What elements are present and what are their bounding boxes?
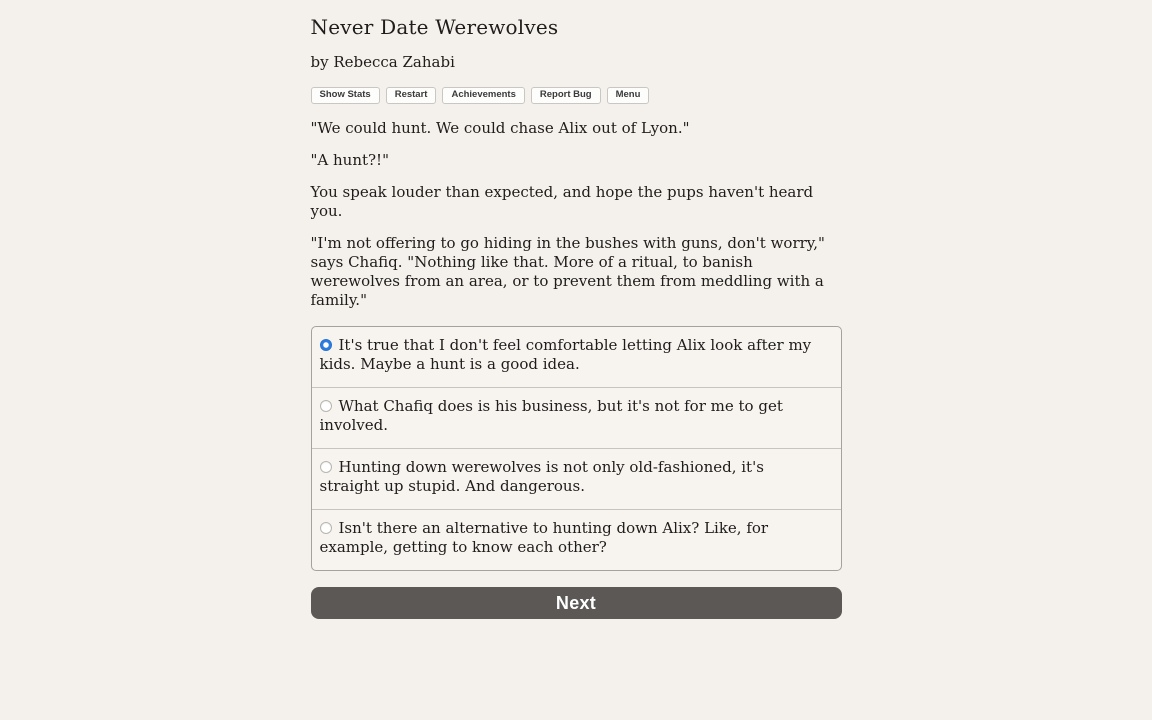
- page-title: Never Date Werewolves: [310, 15, 559, 39]
- choice-option[interactable]: [312, 509, 841, 570]
- choice-label: Isn't there an alternative to hunting down Alix? Like, for example, getting to know each other?: [319, 519, 769, 557]
- toolbar-button[interactable]: Show Stats: [311, 87, 380, 104]
- radio-icon[interactable]: [320, 522, 332, 534]
- byline: by Rebecca Zahabi: [310, 53, 455, 71]
- radio-icon[interactable]: [320, 461, 332, 473]
- toolbar-button[interactable]: Restart: [386, 87, 437, 104]
- story-text: [311, 119, 842, 310]
- story-paragraph: You speak louder than expected, and hope the pups haven't heard you.: [310, 183, 814, 221]
- toolbar: [311, 87, 842, 104]
- toolbar-button[interactable]: Report Bug: [531, 87, 601, 104]
- choice-label: What Chafiq does is his business, but it's not for me to get involved.: [319, 397, 783, 435]
- next-button[interactable]: Next: [311, 587, 842, 619]
- story-paragraph: "We could hunt. We could chase Alix out of Lyon.": [310, 119, 690, 138]
- choice-option[interactable]: [312, 448, 841, 509]
- toolbar-button[interactable]: Achievements: [442, 87, 524, 104]
- choice-option[interactable]: [312, 327, 841, 387]
- radio-icon[interactable]: [320, 339, 332, 351]
- main-content: [311, 0, 842, 619]
- story-paragraph: "I'm not offering to go hiding in the bushes with guns, don't worry," says Chafiq. "Nothing like that. More of a ritual, to banish werewolves from an area, or to prevent them from meddling with a family.": [310, 234, 825, 310]
- choice-label: It's true that I don't feel comfortable letting Alix look after my kids. Maybe a hunt is a good idea.: [319, 336, 812, 374]
- story-paragraph: "A hunt?!": [310, 151, 389, 170]
- toolbar-button[interactable]: Menu: [607, 87, 650, 104]
- choice-label: Hunting down werewolves is not only old-fashioned, it's straight up stupid. And dangerous.: [319, 458, 764, 496]
- choice-option[interactable]: [312, 387, 841, 448]
- choices-box: [311, 326, 842, 571]
- radio-icon[interactable]: [320, 400, 332, 412]
